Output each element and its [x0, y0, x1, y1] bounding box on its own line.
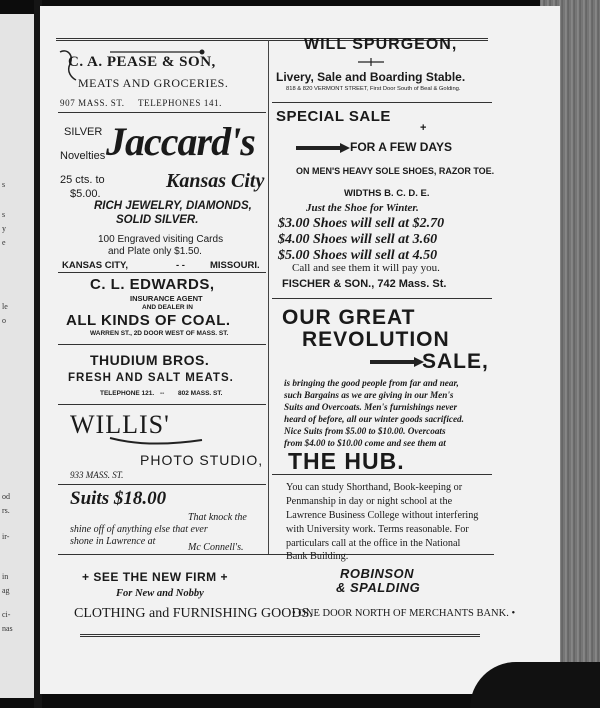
jaccards-price-2: $5.00.: [70, 188, 101, 200]
jaccards-cards: 100 Engraved visiting Cards: [98, 234, 224, 245]
divider-rule: [272, 298, 492, 299]
jaccards-kc: KANSAS CITY,: [62, 260, 128, 271]
edwards-address: WARREN ST., 2D DOOR WEST OF MASS. ST.: [90, 330, 229, 337]
firm-goods: CLOTHING and FURNISHING GOODS.: [74, 606, 313, 621]
special-plus: +: [420, 122, 427, 134]
hub-line-2: REVOLUTION: [302, 328, 450, 351]
left-fragment: rs.: [2, 506, 10, 515]
left-fragment: od: [2, 492, 10, 501]
willis-flourish-icon: [108, 434, 204, 446]
firm-door: • ONE DOOR NORTH OF MERCHANTS BANK. •: [292, 608, 516, 619]
spurgeon-name: WILL SPURGEON,: [304, 36, 458, 53]
business-line-4: with University work. Terms reasonable. For: [286, 524, 469, 535]
thudium-name: THUDIUM BROS.: [90, 352, 210, 368]
left-fragment: ir-: [2, 532, 10, 541]
jaccards-novelties: Novelties: [60, 150, 106, 162]
business-line-3: Lawrence Business College without interfering: [286, 510, 479, 521]
suits-line-2: shine off of anything else that ever: [70, 524, 208, 535]
jaccards-price: 25 cts. to: [60, 174, 105, 186]
jaccards-city: Kansas City: [166, 170, 265, 192]
arrow-icon: [370, 360, 416, 364]
bottom-section-rule: [58, 554, 494, 555]
hand-shadow: [470, 662, 600, 708]
hub-paragraph-6: from $4.00 to $10.00 come and see them at: [284, 438, 446, 448]
special-price-1: $3.00 Shoes will sell at $2.70: [278, 216, 445, 231]
page-bottom-rule-double: [80, 636, 480, 637]
jaccards-dashes: - -: [176, 260, 185, 271]
hub-paragraph-5: Nice Suits from $5.00 to $10.00. Overcoats: [284, 426, 446, 436]
suits-line-3: shone in Lawrence at: [70, 536, 156, 547]
business-line-2: Penmanship in day or night school at the: [286, 496, 453, 507]
left-fragment: o: [2, 316, 6, 325]
spurgeon-address: 818 & 820 VERMONT STREET, First Door South of Beal & Golding.: [286, 86, 461, 92]
hub-paragraph-2: such Bargains as we are giving in our Men's: [284, 390, 454, 400]
ornament-icon: [358, 58, 384, 66]
column-divider: [268, 40, 269, 554]
divider-rule: [272, 102, 492, 103]
firm-name-2: & SPALDING: [336, 580, 421, 595]
hub-name: THE HUB.: [288, 448, 405, 474]
spurgeon-line: Livery, Sale and Boarding Stable.: [276, 70, 466, 84]
pease-name: C. A. PEASE & SON,: [68, 54, 216, 70]
divider-rule: [58, 112, 266, 113]
edwards-dealer: AND DEALER IN: [142, 304, 193, 311]
thudium-line: FRESH AND SALT MEATS.: [68, 372, 234, 384]
left-page-edge: [0, 14, 34, 698]
firm-name-1: ROBINSON: [340, 566, 415, 581]
jaccards-silver: SILVER: [64, 126, 103, 138]
left-fragment: ci-: [2, 610, 11, 619]
left-fragment: le: [2, 302, 8, 311]
firm-new: For New and Nobby: [116, 588, 204, 599]
hub-line-3: SALE,: [422, 350, 489, 373]
business-line-6: Bank Building.: [286, 551, 349, 562]
pease-line: MEATS AND GROCERIES.: [78, 76, 229, 90]
divider-rule: [58, 484, 266, 485]
special-heading: SPECIAL SALE: [276, 108, 391, 125]
hub-paragraph-3: Suits and Overcoats. Men's furnishings never: [284, 402, 458, 412]
hub-paragraph-1: is bringing the good people from far and near,: [284, 378, 459, 388]
special-price-2: $4.00 Shoes will sell at 3.60: [278, 232, 438, 247]
left-fragment: s: [2, 180, 6, 189]
willis-studio: PHOTO STUDIO,: [140, 452, 264, 468]
jaccards-solid: SOLID SILVER.: [116, 214, 199, 226]
edwards-agent: INSURANCE AGENT: [130, 294, 203, 303]
thudium-address: 802 MASS. ST.: [178, 390, 223, 397]
special-widths: WIDTHS B. C. D. E.: [344, 188, 430, 199]
left-fragment: y: [2, 224, 6, 233]
left-fragment: e: [2, 238, 6, 247]
left-fragment: nas: [2, 624, 13, 633]
hub-paragraph-4: heard of before, all our winter goods sacrificed.: [284, 414, 464, 424]
pease-phone: TELEPHONES 141.: [138, 98, 222, 108]
divider-rule: [272, 474, 492, 475]
business-line-5: particulars call at the office in the National: [286, 538, 461, 549]
special-few-days: FOR A FEW DAYS: [350, 140, 453, 154]
firm-heading: + SEE THE NEW FIRM +: [82, 570, 229, 584]
suits-line-1: That knock the: [188, 512, 247, 523]
special-just: Just the Shoe for Winter.: [306, 202, 419, 214]
pease-address: 907 MASS. ST.: [60, 98, 125, 108]
jaccards-missouri: MISSOURI.: [210, 260, 260, 271]
jaccards-logo: Jaccard's: [106, 119, 255, 164]
suits-headline: Suits $18.00: [70, 488, 167, 509]
hub-line-1: OUR GREAT: [282, 306, 416, 329]
left-fragment: in: [2, 572, 9, 581]
edwards-coal: ALL KINDS OF COAL.: [66, 312, 231, 329]
willis-name: WILLIS': [70, 410, 170, 439]
divider-rule: [58, 344, 266, 345]
suits-name: Mc Connell's.: [188, 542, 244, 553]
business-line-1: You can study Shorthand, Book-keeping or: [286, 482, 463, 493]
special-price-3: $5.00 Shoes will sell at 4.50: [278, 248, 438, 263]
jaccards-plate: and Plate only $1.50.: [108, 246, 202, 257]
advertisement-page: [40, 6, 560, 694]
edwards-name: C. L. EDWARDS,: [90, 276, 215, 293]
jaccards-rich: RICH JEWELRY, DIAMONDS,: [94, 200, 252, 212]
left-fragment: s: [2, 210, 6, 219]
left-fragment: ag: [2, 586, 10, 595]
arrow-icon: [296, 146, 342, 150]
special-call: Call and see them it will pay you.: [292, 262, 440, 274]
thudium-dash: --: [160, 390, 165, 397]
divider-rule: [58, 404, 266, 405]
page-bottom-rule: [80, 634, 480, 635]
special-fischer: FISCHER & SON., 742 Mass. St.: [282, 278, 447, 290]
willis-address: 933 MASS. ST.: [70, 470, 124, 480]
special-shoes: ON MEN'S HEAVY SOLE SHOES, RAZOR TOE.: [296, 166, 495, 176]
thudium-phone: TELEPHONE 121.: [100, 390, 155, 397]
divider-rule: [58, 272, 266, 273]
